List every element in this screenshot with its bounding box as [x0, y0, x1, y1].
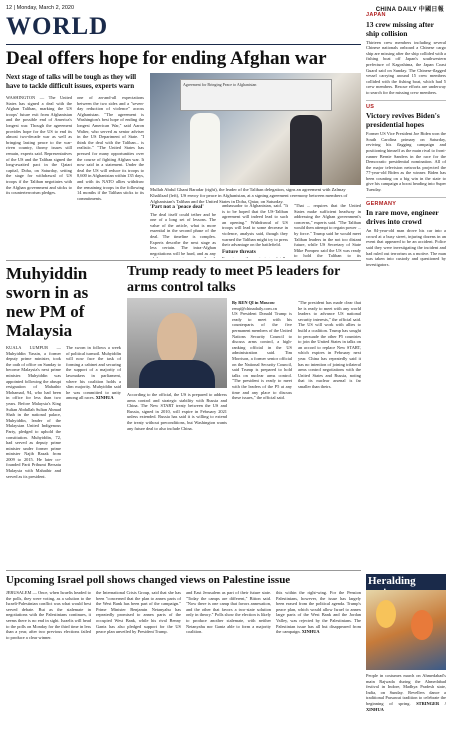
subhead-part-not-peace: 'Part not a 'peace deal' [150, 204, 204, 210]
sidebar-region: JAPAN [366, 12, 386, 18]
portrait-photo [127, 298, 227, 388]
signing-photo [150, 73, 361, 185]
sidebar-divider [366, 197, 446, 198]
sidebar-text: Thirteen crew members including several Chinese nationals onboard a Chinese cargo ship are missing after the ship collided with a fishing boat off Japan's southwestern prefecture of Kagoshima, the Japan Coast Guard said on Sunday. The Chinese-flagged vessel carrying around 15 crew members collided with the fishing boat, which had 5 crew members. Rescue efforts are underway to search for the missing crew members. [366, 39, 446, 95]
trump-headline: Trump ready to meet P5 leaders for arms control talks [127, 264, 341, 295]
lantern-shape [411, 610, 433, 640]
trump-column-1: By REN QI in Moscow renqi@chinadaily.com.cn US President Donald Trump is ready to meet with his counterparts of the five permanent members of the United Nations Security Council to discuss arms control, a high-ranking official in the US administration said. Tim Morrison, a former senior official on the National Security Council, said Trump is prepared to hold talks on nuclear arms control. "The president is ready to meet with the leaders of the P5 at any time and any place to discuss these issues," the official said. [232, 300, 292, 401]
heralding-source: STRINGER / XINHUA [366, 700, 446, 712]
malaysia-column-2: The sworn in follows a week of political turmoil. Muhyiddin will now face the task of forming a cabinet and securing the support of a majority of lawmakers in parliament, where his coalition holds a slim majority. Muhyiddin said he was committed to unity among all races. XINHUA [66, 345, 121, 401]
israel-source: XINHUA [301, 629, 320, 635]
page-number: 12 [6, 5, 13, 11]
sidebar-item-germany [366, 202, 446, 268]
trump-column-3: According to the official, the US is prepared to address arms control and strategic stability with Russia and China. The New START treaty between the US and Russia, signed in 2010, will expire in February 2021 unless extended. Russia has said it is willing to extend the treaty without preconditions, but Washington wants any future deal to also include China. [127, 392, 227, 431]
israel-column-2: the International Crisis Group, said that she has been "concerned that the plan to annex parts of the West Bank has been part of the campaign." Prime Minister Benjamin Netanyahu has repeatedly promised to annex parts of the occupied West Bank, while his rival Benny Gantz has also pledged support for the US peace plan unveiled by President Trump. [96, 590, 181, 635]
sidebar-title: Victory revives Biden's presidential hopes [366, 111, 440, 130]
person-left [190, 113, 220, 185]
malaysia-column-1: KUALA LUMPUR — Muhyiddin Yassin, a former deputy prime minister, took the oath of office on Sunday to become Malaysia's next prime minister. Muhyiddin was appointed following the abrupt resignation of Mahathir Mohamad, 94, who had been in office for less than two years. Before Malaysia's King Sultan Abdullah Sultan Ahmad Shah in the national palace, Muhyiddin, leader of the Malaysian United Indigenous Party, pledged to uphold the constitution. Muhyiddin, 72, had served as deputy prime minister under former prime minister Najib Razak from 2009 to 2015. He later co-founded Parti Pribumi Bersatu Malaysia with Mahathir and served as its president. [6, 345, 61, 479]
sidebar-divider [366, 100, 446, 101]
sidebar-text: Former US Vice President Joe Biden won the South Carolina primary on Saturday, reviving his flagging campaign and positioning himself as the main rival to front-runner Bernie Sanders in the race for the Democratic presidential nomination. All of the major television networks projected the 77-year-old Biden as the winner. Biden has been counting on a big win in the state to give his campaign a boost heading into Super Tuesday. [366, 131, 446, 193]
israel-headline: Upcoming Israel poll shows changed views on Palestine issue [6, 574, 291, 586]
section-divider [6, 260, 361, 261]
news-sidebar [366, 13, 446, 613]
israel-column-4: this within the right-wing. For the Pension Palestinians, however, the issue has largely been erased from the political agenda. Trump's peace plan, which would allow Israel to annex large parts of the West Bank and the Jordan Valley, was rejected by the Palestinians. The Palestinian issue has all but disappeared from the campaign. XINHUA [276, 590, 361, 635]
subhead-future-threats: Future threats [222, 248, 256, 255]
sidebar-region: US [366, 103, 375, 110]
banner: Agreement for Bringing Peace to Afghanistan [180, 79, 332, 111]
person-right [290, 115, 322, 185]
lead-deck: Next stage of talks will be tough as they will have to tackle difficult issues, experts warn [6, 73, 137, 90]
sidebar-region: GERMANY [366, 200, 397, 207]
sidebar-text: An 84-year-old man drove his car into a crowd at a busy street, injuring dozens in an event that appeared to be an accident. Police said they were investigating the incident and had ruled out terrorism as a motive. The man was taken into custody and questioned by investigators. [366, 228, 446, 267]
lead-column-3: 'Part not a 'peace deal' The deal itself could tether and be one of a long set of lessons. The value of the article, what is more essential in the second phase of the deal. The timeline is complex. Experts describe the next stage as less certain. The intra-Afghan negotiations will be hard, and as any [150, 204, 216, 256]
malaysia-headline: Muhyiddin sworn in as new PM of Malaysia [6, 264, 89, 340]
lead-column-2: one of an-and-all expectations between the two sides and a "seven-day reduction of violence" across Afghanistan. "The agreement is Washington's best hope of ending the longest American War," said Aaron Walter, who served as senior adviser in the US Department of State. "I think the deal with the Taliban... is realistic." "The United States has pressed for many opportunities over the course of fighting Afghan war. It now said in a statement. Under the deal the US will reduce its troops to 8,600 in Afghanistan within 135 days, and with its NATO allies withdraw the remaining troops in the following 14 months if the Taliban sticks to its commitments. [77, 95, 144, 201]
sidebar-title: In rare move, engineer drives into crowd [366, 208, 439, 227]
lead-column-1: WASHINGTON — The United States has signed a deal with the Afghan Taliban, marking the US troops' future exit from Afghanistan and the possible end of America's longest war. Though the agreement provides hope for the US to end its almost two-decade war as well as bringing lasting peace to the war-riven country, thorny issues still remain, experts said. Representatives of the US and the Taliban signed the long-awaited pact in the Qatari capital, Doha, on Saturday, setting the stage for withdrawal of US troops if the Taliban negotiates with the Afghan government and sticks to its counterterrorism pledges. [6, 95, 72, 196]
trump-byline-email: renqi@chinadaily.com.cn [232, 305, 277, 311]
section-rule [6, 44, 361, 45]
sidebar-item-japan [366, 13, 446, 96]
lead-headline: Deal offers hope for ending Afghan war [6, 48, 327, 69]
lead-column-5: "That ... requires that the United States make sufficient headway in addressing the Afghan government's concerns," experts said. "The Taliban would then attempt to regain power ... by force." Trump said he would meet Taliban leaders in the not too distant future, while US Secretary of State Mike Pompeo said the US was ready to hold the Taliban to its [294, 203, 361, 258]
israel-column-1: JERUSALEM — Once, when Israelis headed to the polls, they were voting, as a solution to the Israeli-Palestinian conflict was what would best served debate. But as the stalemate in negotiations with the Palestinians continues, it seems there is no end in sight. Israelis will head to the polls on Monday for the third time in less than a year, after two previous elections failed to produce a clear winner. [6, 590, 91, 640]
lead-column-4: ambassador to Afghanistan, said. "It is to be hoped that the US-Taliban agreement will indeed lead to such an opening." Withdrawal of US troops will lead to some decrease in violence, analysts said, though they warned the Taliban might try to press their advantage on the battlefield. Future threats [222, 203, 288, 255]
portrait-suit [139, 360, 215, 388]
heralding-caption: People in costumes march on Ahmedabad's main Rajwada during the Ahmedabad festival in Indore, Madhya Pradesh state, India, on Sunday. Revellers dance a traditional Parsawai tradition to celebrate the beginning of spring. STRINGER / XINHUA [366, 673, 446, 712]
section-divider [6, 570, 361, 571]
trump-byline: By REN QI in Moscow [232, 300, 275, 305]
section-title: WORLD [6, 13, 109, 40]
heralding-title: Heralding [366, 574, 446, 600]
issue-date: Monday, March 2, 2020 [16, 5, 74, 11]
israel-column-3: and East Jerusalem as part of their future state. "Today the camps are different," Bitton said. "Now there is one camp that favors annexation, and the other that favors a two-state solution only in theory." Polls show the election is likely to produce another stalemate, with neither Netanyahu nor Gantz able to form a majority coalition. [186, 590, 271, 635]
page-meta: 12 | Monday, March 2, 2020 [6, 5, 74, 11]
malaysia-source: XINHUA [95, 395, 114, 401]
sidebar-item-us [366, 105, 446, 193]
sidebar-title: 13 crew missing after ship collision [366, 19, 434, 38]
lantern-shape [376, 600, 396, 628]
festival-photo [366, 590, 446, 670]
masthead-logo: CHINA DAILY 中國日報 [375, 6, 444, 13]
trump-column-2: "The president has made clear that he is ready to meet with any world leaders to advance US national security interests," the official said. The US will work with allies to build a coalition. Trump has sought to persuade the other P5 countries to join the United States in talks on an accord to replace New START, which expires in February next year. China has repeatedly said it has no intention of joining trilateral arms control negotiations with the United States and Russia, noting that its nuclear arsenal is far smaller than theirs. [298, 300, 361, 389]
photo-caption: Mullah Abdul Ghani Baradar (right), the leader of the Taliban delegation, signs an agreement with Zalmay Khalilzad (left), US envoy for peace in Afghanistan, at a signing agreement ceremony between members of Afghanistan's Taliban and the United States in Doha, Qatar, on Saturday. [150, 187, 348, 204]
